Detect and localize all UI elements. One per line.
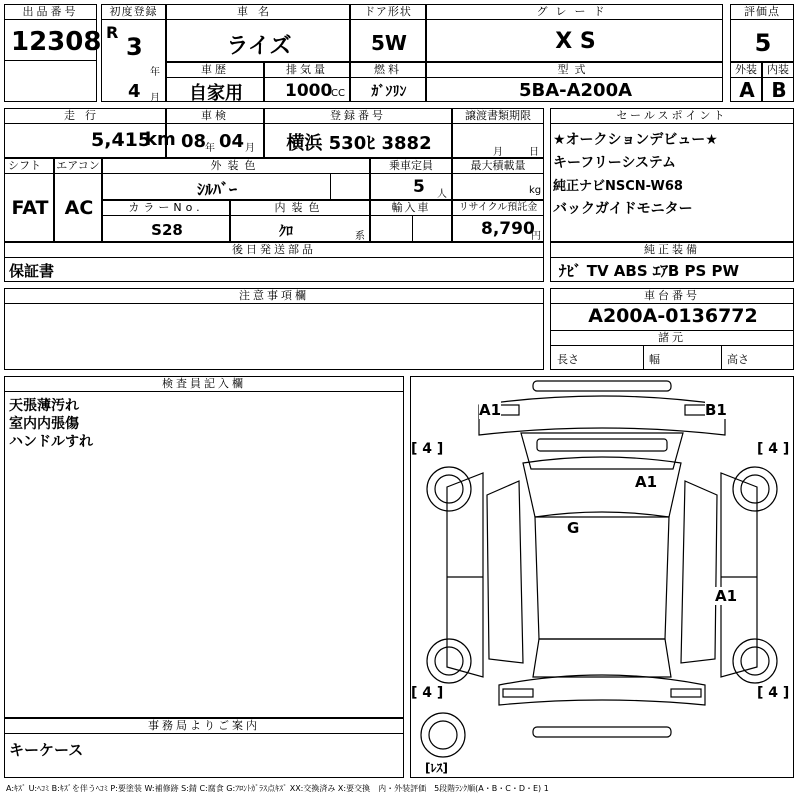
max-load-header: 最大積載量 xyxy=(453,159,543,174)
max-load-box xyxy=(452,158,544,200)
max-load-unit: kg xyxy=(529,185,542,196)
recycle-box xyxy=(452,200,544,242)
sales-points-header: セールスポイント xyxy=(551,109,793,124)
history-value: 自家用 xyxy=(189,83,243,104)
later-parts-value: 保証書 xyxy=(9,262,55,280)
color-no-value: S28 xyxy=(151,221,183,239)
int-color-header: 内装色 xyxy=(231,201,369,216)
inspection-box xyxy=(166,108,264,158)
ac-value: AC xyxy=(64,197,94,219)
interior-grade-header: 内装 xyxy=(763,63,793,78)
door-value: 5W xyxy=(371,31,407,55)
office-box xyxy=(4,718,404,778)
inspection-month: 04 xyxy=(219,131,245,152)
chassis-header: 車台番号 xyxy=(551,289,793,304)
notes-header: 注意事項欄 xyxy=(5,289,543,304)
spare-label: [ﾚｽ] xyxy=(425,761,448,775)
color-no-header: カラーNo. xyxy=(103,201,229,216)
grade-value: X S xyxy=(555,29,596,54)
exterior-grade-value: A xyxy=(739,78,755,102)
lot-box xyxy=(4,4,102,102)
history-box xyxy=(166,62,264,102)
inspector-line: 天張薄汚れ xyxy=(9,398,79,414)
interior-grade-box xyxy=(762,62,794,102)
door-box xyxy=(350,4,426,62)
displacement-unit: CC xyxy=(331,88,345,99)
ac-header: エアコン xyxy=(56,159,100,172)
diagram-box xyxy=(410,376,794,778)
options-header: 純正装備 xyxy=(551,243,793,258)
inspection-month-unit: 月 xyxy=(245,143,255,154)
sales-points-box xyxy=(550,108,794,242)
first-reg-month: 4 xyxy=(128,81,141,102)
mileage-header: 走行 xyxy=(5,109,165,124)
displacement-header: 排気量 xyxy=(265,63,349,78)
int-color-unit: 系 xyxy=(355,231,365,242)
model-value: 5BA-A200A xyxy=(518,80,633,101)
shift-header: シフト xyxy=(5,159,53,174)
dimensions-height: 高さ xyxy=(727,353,749,366)
import-header: 輸入車 xyxy=(371,201,451,216)
door-header: ドア形状 xyxy=(351,5,425,20)
car-name-box xyxy=(166,4,350,62)
first-reg-header: 初度登録 xyxy=(102,5,165,20)
first-reg-era: R xyxy=(106,23,119,42)
registration-box xyxy=(264,108,452,158)
history-header: 車歴 xyxy=(167,63,263,78)
car-name-header: 車名 xyxy=(167,5,349,20)
sales-point-item: キーフリーシステム xyxy=(553,155,677,171)
mileage-unit: km xyxy=(145,129,176,150)
fuel-header: 燃料 xyxy=(351,63,425,78)
later-parts-box xyxy=(4,242,544,282)
shift-value: FAT xyxy=(11,197,49,219)
mark-right-side: A1 xyxy=(715,587,738,605)
lot-header: 出品番号 xyxy=(5,5,96,20)
fuel-box xyxy=(350,62,426,102)
mark-front-right: B1 xyxy=(705,401,727,419)
office-header: 事務局よりご案内 xyxy=(5,719,403,734)
mileage-box xyxy=(4,108,176,158)
capacity-unit: 人 xyxy=(437,189,447,200)
first-reg-month-unit: 月 xyxy=(150,93,160,104)
first-reg-year-unit: 年 xyxy=(150,67,160,78)
inspector-box xyxy=(4,376,404,718)
ext-color-value: ｼﾙﾊﾞｰ xyxy=(196,180,237,199)
capacity-header: 乗車定員 xyxy=(371,159,451,174)
exterior-grade-box xyxy=(730,62,762,102)
capacity-value: 5 xyxy=(413,177,425,197)
transfer-header: 譲渡書類期限 xyxy=(453,109,543,124)
chassis-box xyxy=(550,288,794,370)
tire-fl: [ 4 ] xyxy=(411,441,444,457)
notes-box xyxy=(4,288,544,370)
grade-box xyxy=(426,4,723,62)
recycle-unit: 円 xyxy=(531,231,541,242)
options-box xyxy=(550,242,794,282)
mileage-value: 5,415 xyxy=(91,129,152,151)
car-diagram xyxy=(411,377,793,777)
displacement-box xyxy=(264,62,350,102)
mark-roof: A1 xyxy=(635,473,658,491)
score-header: 評価点 xyxy=(731,5,793,20)
ac-box xyxy=(54,158,102,242)
inspector-header: 検査員記入欄 xyxy=(5,377,403,392)
capacity-box xyxy=(370,158,452,200)
inspector-line: ハンドルすれ xyxy=(9,434,93,450)
score-box xyxy=(730,4,794,62)
sales-point-item: 純正ナビNSCN-W68 xyxy=(553,179,683,194)
registration-header: 登録番号 xyxy=(265,109,451,124)
shift-box xyxy=(4,158,54,242)
inspection-year: 08 xyxy=(181,131,207,152)
fuel-value: ｶﾞｿﾘﾝ xyxy=(371,84,407,100)
grade-header: グレード xyxy=(427,5,722,20)
int-color-value: ｸﾛ xyxy=(279,224,293,240)
later-parts-header: 後日発送部品 xyxy=(5,243,543,258)
lot-number: 12308 xyxy=(11,27,102,57)
inspector-line: 室内内張傷 xyxy=(9,416,79,432)
chassis-value: A200A-0136772 xyxy=(588,305,758,327)
exterior-grade-header: 外装 xyxy=(731,63,761,78)
score-value: 5 xyxy=(754,29,772,57)
inspection-year-unit: 年 xyxy=(205,143,215,154)
first-reg-box xyxy=(101,4,166,102)
interior-grade-value: B xyxy=(771,78,787,102)
options-value: ﾅﾋﾞ TV ABS ｴｱB PS PW xyxy=(559,262,740,280)
first-reg-year: 3 xyxy=(126,33,143,61)
transfer-month-unit: 月 xyxy=(493,147,503,158)
mark-front-left: A1 xyxy=(479,401,502,419)
import-box xyxy=(370,200,452,242)
dimensions-header: 諸元 xyxy=(551,330,793,346)
sales-point-item: バックガイドモニター xyxy=(553,201,693,217)
tire-rr: [ 4 ] xyxy=(757,685,790,701)
color-no-box xyxy=(102,200,230,242)
model-header: 型式 xyxy=(427,63,722,78)
transfer-day-unit: 日 xyxy=(529,147,539,158)
recycle-value: 8,790 xyxy=(481,219,535,239)
model-box xyxy=(426,62,723,102)
dimensions-width: 幅 xyxy=(649,353,660,366)
inspection-header: 車検 xyxy=(167,109,263,124)
recycle-header: リサイクル預託金 xyxy=(453,201,543,216)
int-color-box xyxy=(230,200,370,242)
sales-point-item: ★オークションデビュー★ xyxy=(553,132,718,148)
mark-windshield: G xyxy=(567,519,580,537)
legend-text: A:ｷｽﾞ U:ﾍｺﾐ B:ｷｽﾞを伴うﾍｺﾐ P:要塗装 W:補修跡 S:錆 C:腐食 G:ﾌﾛﾝﾄｶﾞﾗｽ点ｷｽﾞ XX:交換済み X:要交換 内・外装評価 5段階ﾗﾝｸ順(A・B・C・D・E) 1 xyxy=(6,784,549,793)
displacement-value: 1000 xyxy=(285,81,333,101)
transfer-box xyxy=(452,108,544,158)
tire-fr: [ 4 ] xyxy=(757,441,790,457)
registration-value: 横浜 530ﾋ 3882 xyxy=(286,133,432,154)
ext-color-header: 外装色 xyxy=(103,159,369,174)
car-name-value: ライズ xyxy=(226,34,292,59)
office-value: キーケース xyxy=(9,741,84,759)
dimensions-length: 長さ xyxy=(557,353,579,366)
tire-rl: [ 4 ] xyxy=(411,685,444,701)
